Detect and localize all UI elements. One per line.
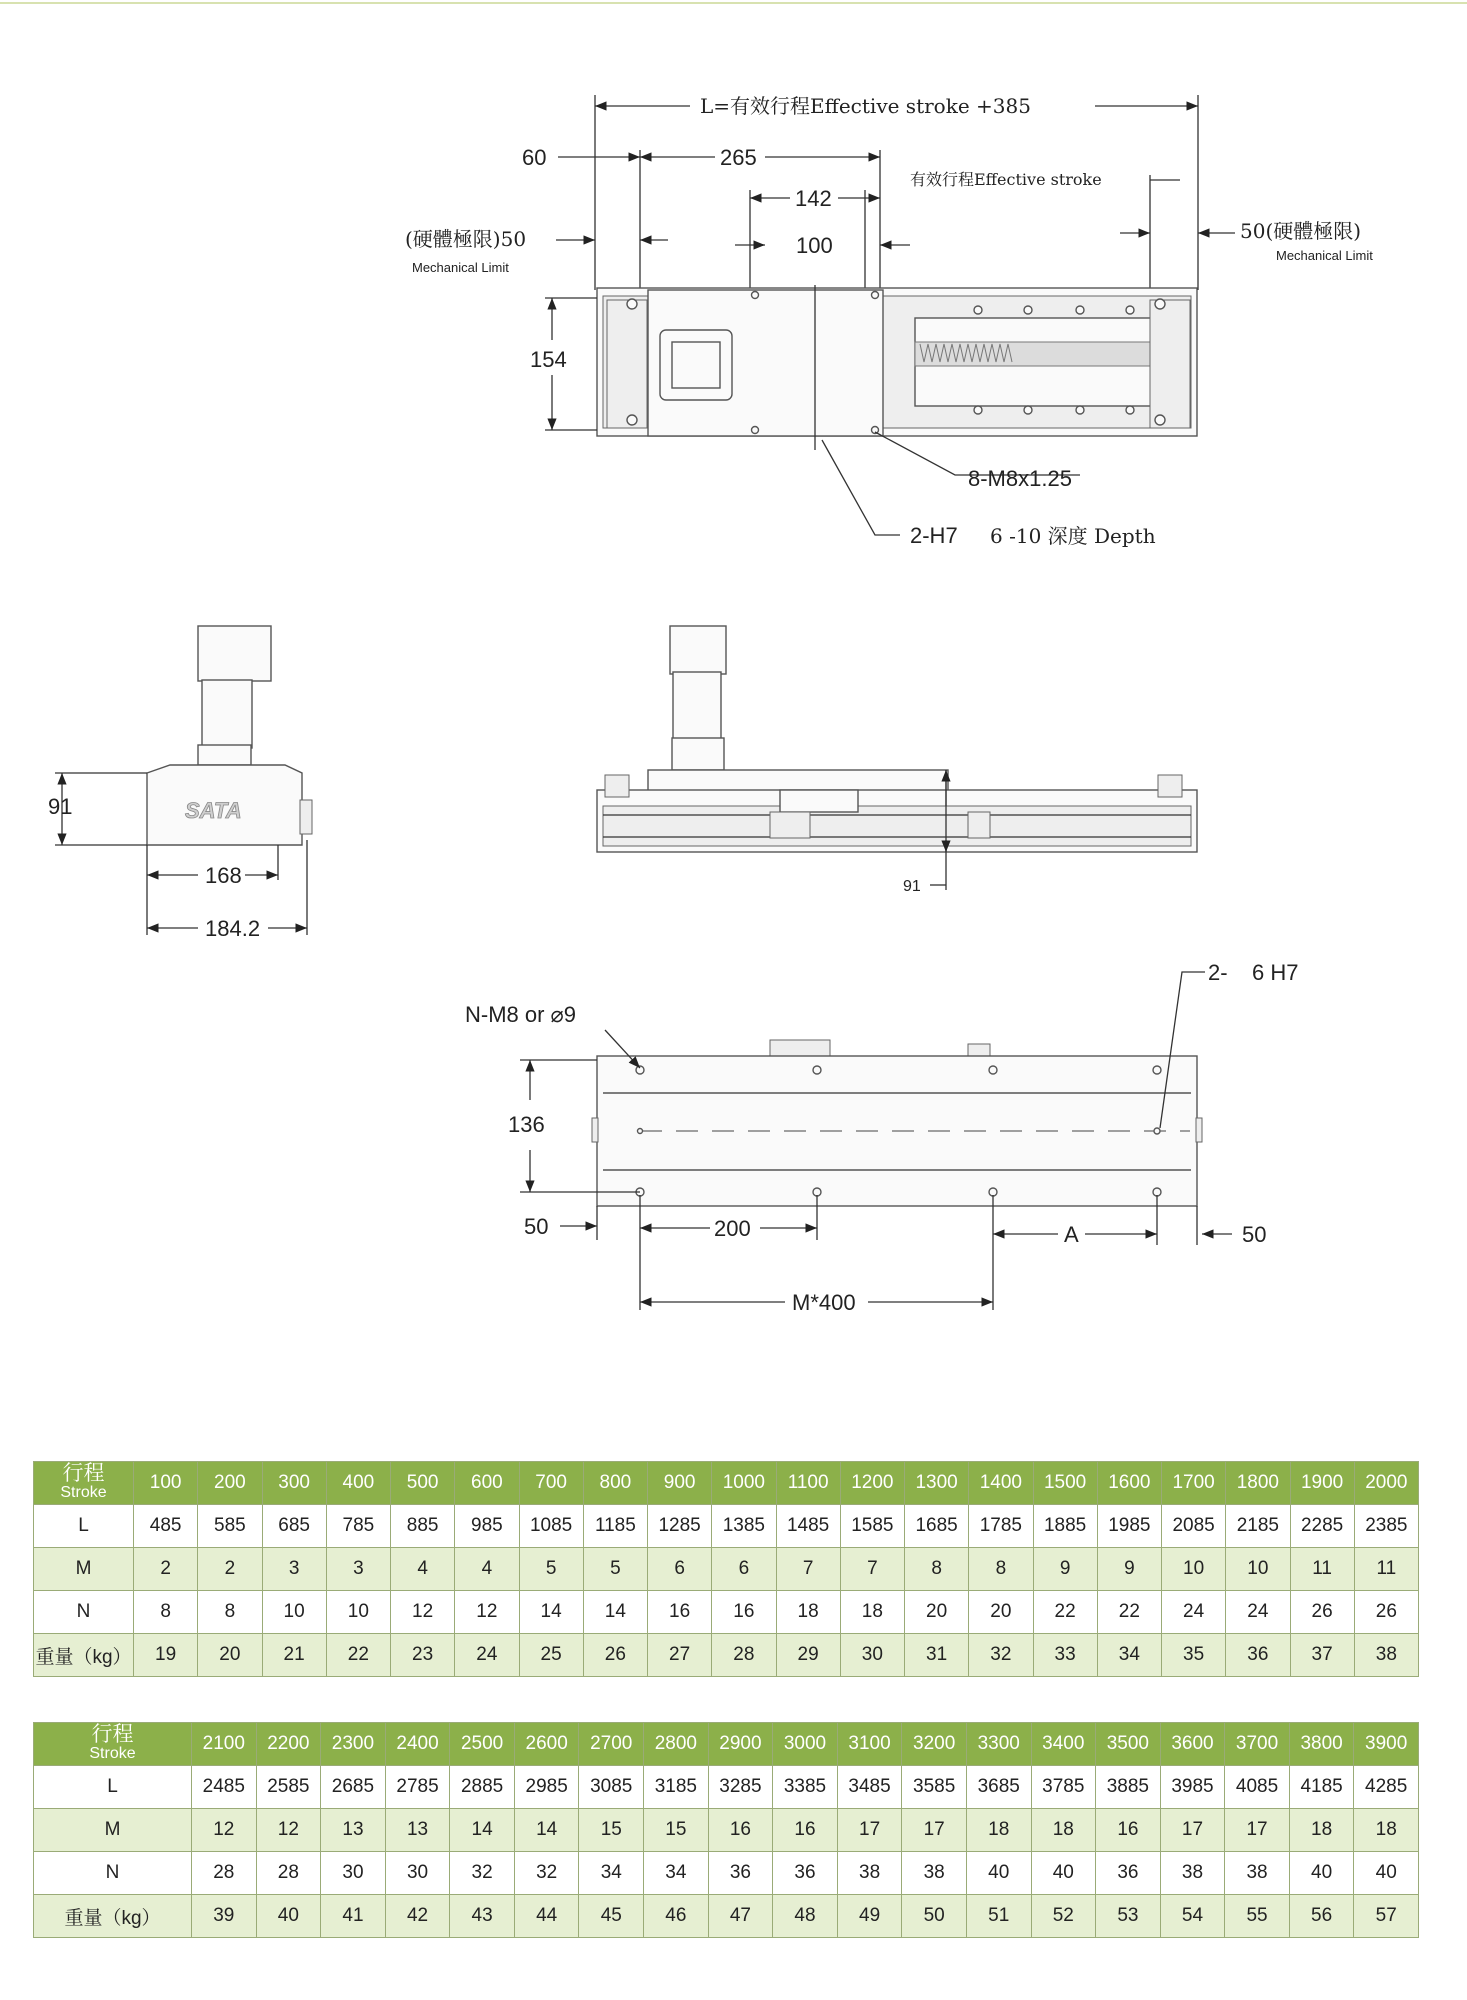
dim-136: 136 xyxy=(508,1112,545,1137)
stroke-value: 900 xyxy=(648,1462,712,1505)
table-cell: 19 xyxy=(134,1634,198,1677)
stroke-value: 1400 xyxy=(969,1462,1033,1505)
table-header-row xyxy=(34,1462,1419,1505)
table-cell: 3 xyxy=(262,1548,326,1591)
row-label: M xyxy=(34,1548,134,1591)
stroke-value: 1300 xyxy=(905,1462,969,1505)
mount-holes-label: N-M8 or ⌀9 xyxy=(465,1002,577,1027)
side-dim-91: 91 xyxy=(903,878,921,895)
table-cell: 18 xyxy=(966,1809,1031,1852)
spec-table-1 xyxy=(33,1461,1419,1677)
table-cell: 36 xyxy=(773,1852,838,1895)
table-cell: 26 xyxy=(1354,1591,1418,1634)
table-cell: 3785 xyxy=(1031,1766,1096,1809)
table-cell: 30 xyxy=(385,1852,450,1895)
table-cell: 32 xyxy=(969,1634,1033,1677)
dim-100: 100 xyxy=(796,233,833,258)
table-cell: 11 xyxy=(1354,1548,1418,1591)
table-cell: 5 xyxy=(583,1548,647,1591)
table-cell: 35 xyxy=(1162,1634,1226,1677)
table-row xyxy=(34,1548,1419,1591)
table-cell: 50 xyxy=(902,1895,967,1938)
table-cell: 2 xyxy=(198,1548,262,1591)
stroke-value: 1200 xyxy=(840,1462,904,1505)
pin-holes-depth: 6 -10 深度 Depth xyxy=(990,524,1156,548)
dim-a: A xyxy=(1064,1222,1079,1247)
dim-60: 60 xyxy=(522,145,547,170)
table-cell: 34 xyxy=(644,1852,709,1895)
stroke-value: 2500 xyxy=(450,1723,515,1766)
table-cell: 18 xyxy=(1354,1809,1419,1852)
table-cell: 13 xyxy=(385,1809,450,1852)
stroke-value: 700 xyxy=(519,1462,583,1505)
table-cell: 23 xyxy=(391,1634,455,1677)
stroke-value: 3800 xyxy=(1289,1723,1354,1766)
table-cell: 25 xyxy=(519,1634,583,1677)
table-cell: 48 xyxy=(773,1895,838,1938)
stroke-label-en: Stroke xyxy=(89,1745,136,1762)
table-cell: 20 xyxy=(198,1634,262,1677)
table-cell: 45 xyxy=(579,1895,644,1938)
table-cell: 4 xyxy=(391,1548,455,1591)
stroke-value: 3000 xyxy=(773,1723,838,1766)
end-dim-184: 184.2 xyxy=(205,916,261,941)
table-cell: 36 xyxy=(1096,1852,1161,1895)
table-cell: 2385 xyxy=(1354,1505,1418,1548)
table-cell: 20 xyxy=(905,1591,969,1634)
table-cell: 8 xyxy=(905,1548,969,1591)
table-cell: 4285 xyxy=(1354,1766,1419,1809)
pin-holes-label: 2-H7 xyxy=(910,523,958,548)
table-row xyxy=(34,1591,1419,1634)
table-cell: 2885 xyxy=(450,1766,515,1809)
table-row xyxy=(34,1852,1419,1895)
table-cell: 51 xyxy=(966,1895,1031,1938)
stroke-value: 3500 xyxy=(1096,1723,1161,1766)
stroke-value: 1700 xyxy=(1162,1462,1226,1505)
table-cell: 15 xyxy=(644,1809,709,1852)
table-cell: 40 xyxy=(256,1895,321,1938)
table-cell: 40 xyxy=(966,1852,1031,1895)
table-cell: 31 xyxy=(905,1634,969,1677)
table-row xyxy=(34,1766,1419,1809)
stroke-value: 1500 xyxy=(1033,1462,1097,1505)
table-cell: 10 xyxy=(1226,1548,1290,1591)
table-cell: 17 xyxy=(1160,1809,1225,1852)
table-cell: 2485 xyxy=(192,1766,257,1809)
end-view xyxy=(48,626,312,941)
table-cell: 13 xyxy=(321,1809,386,1852)
bottom-view xyxy=(465,960,1298,1315)
thread-holes-label: 8-M8x1.25 xyxy=(968,466,1072,491)
table-cell: 485 xyxy=(134,1505,198,1548)
table-cell: 56 xyxy=(1289,1895,1354,1938)
dim-200: 200 xyxy=(714,1216,751,1241)
table-cell: 1385 xyxy=(712,1505,776,1548)
table-cell: 9 xyxy=(1097,1548,1161,1591)
row-label: 重量（kg） xyxy=(34,1634,134,1677)
table-cell: 585 xyxy=(198,1505,262,1548)
table-cell: 11 xyxy=(1290,1548,1354,1591)
table-cell: 1185 xyxy=(583,1505,647,1548)
table-cell: 18 xyxy=(840,1591,904,1634)
table-cell: 43 xyxy=(450,1895,515,1938)
table-cell: 30 xyxy=(321,1852,386,1895)
pin-holes-spec: 6 H7 xyxy=(1252,960,1299,985)
table-cell: 16 xyxy=(1096,1809,1161,1852)
table-row xyxy=(34,1505,1419,1548)
table-cell: 2085 xyxy=(1162,1505,1226,1548)
table-cell: 1485 xyxy=(776,1505,840,1548)
pin-holes-count: 2- xyxy=(1208,960,1228,985)
table-cell: 2685 xyxy=(321,1766,386,1809)
dim-50-left: 50 xyxy=(524,1214,549,1239)
table-cell: 12 xyxy=(391,1591,455,1634)
table-cell: 32 xyxy=(450,1852,515,1895)
table-cell: 10 xyxy=(1162,1548,1226,1591)
table-cell: 9 xyxy=(1033,1548,1097,1591)
table-header-row xyxy=(34,1723,1419,1766)
table-cell: 18 xyxy=(1289,1809,1354,1852)
table-cell: 52 xyxy=(1031,1895,1096,1938)
table-cell: 4185 xyxy=(1289,1766,1354,1809)
stroke-value: 3400 xyxy=(1031,1723,1096,1766)
table-cell: 785 xyxy=(326,1505,390,1548)
table-cell: 8 xyxy=(134,1591,198,1634)
table-cell: 28 xyxy=(192,1852,257,1895)
mech-limit-right-en: Mechanical Limit xyxy=(1276,248,1373,263)
stroke-value: 3300 xyxy=(966,1723,1031,1766)
mech-limit-left: (硬體極限)50 xyxy=(405,227,527,251)
side-view xyxy=(597,626,1197,895)
stroke-value: 2200 xyxy=(256,1723,321,1766)
table-cell: 3885 xyxy=(1096,1766,1161,1809)
table-cell: 3585 xyxy=(902,1766,967,1809)
table-cell: 53 xyxy=(1096,1895,1161,1938)
table-cell: 38 xyxy=(1160,1852,1225,1895)
brand-logo: SATA xyxy=(185,798,242,823)
row-label: N xyxy=(34,1591,134,1634)
table-cell: 16 xyxy=(712,1591,776,1634)
stroke-value: 2800 xyxy=(644,1723,709,1766)
table-cell: 41 xyxy=(321,1895,386,1938)
table-cell: 4085 xyxy=(1225,1766,1290,1809)
table-cell: 2785 xyxy=(385,1766,450,1809)
table-cell: 15 xyxy=(579,1809,644,1852)
end-dim-91: 91 xyxy=(48,794,73,819)
table-cell: 38 xyxy=(1225,1852,1290,1895)
stroke-value: 3900 xyxy=(1354,1723,1419,1766)
table-cell: 57 xyxy=(1354,1895,1419,1938)
stroke-value: 2600 xyxy=(514,1723,579,1766)
table-cell: 18 xyxy=(776,1591,840,1634)
row-label: L xyxy=(34,1766,192,1809)
total-length-label: L=有效行程Effective stroke +385 xyxy=(700,94,1031,118)
table-cell: 40 xyxy=(1031,1852,1096,1895)
table-cell: 54 xyxy=(1160,1895,1225,1938)
row-label: L xyxy=(34,1505,134,1548)
stroke-value: 1100 xyxy=(776,1462,840,1505)
stroke-value: 2300 xyxy=(321,1723,386,1766)
table-cell: 42 xyxy=(385,1895,450,1938)
effective-stroke-label: 有效行程Effective stroke xyxy=(910,170,1102,189)
table-cell: 8 xyxy=(198,1591,262,1634)
stroke-value: 2700 xyxy=(579,1723,644,1766)
table-cell: 3 xyxy=(326,1548,390,1591)
mech-limit-right: 50(硬體極限) xyxy=(1240,219,1362,243)
table-cell: 44 xyxy=(514,1895,579,1938)
table-cell: 6 xyxy=(712,1548,776,1591)
stroke-value: 2100 xyxy=(192,1723,257,1766)
table-cell: 2 xyxy=(134,1548,198,1591)
stroke-value: 1900 xyxy=(1290,1462,1354,1505)
table-cell: 40 xyxy=(1354,1852,1419,1895)
dim-265: 265 xyxy=(720,145,757,170)
stroke-header-label xyxy=(34,1462,134,1505)
stroke-value: 1000 xyxy=(712,1462,776,1505)
table-cell: 1785 xyxy=(969,1505,1033,1548)
table-cell: 49 xyxy=(837,1895,902,1938)
table-cell: 14 xyxy=(583,1591,647,1634)
row-label: N xyxy=(34,1852,192,1895)
table-cell: 37 xyxy=(1290,1634,1354,1677)
stroke-value: 400 xyxy=(326,1462,390,1505)
table-cell: 3085 xyxy=(579,1766,644,1809)
table-cell: 34 xyxy=(579,1852,644,1895)
table-cell: 16 xyxy=(648,1591,712,1634)
table-cell: 2985 xyxy=(514,1766,579,1809)
table-cell: 2285 xyxy=(1290,1505,1354,1548)
table-cell: 26 xyxy=(583,1634,647,1677)
stroke-value: 3200 xyxy=(902,1723,967,1766)
table-cell: 22 xyxy=(326,1634,390,1677)
table-cell: 3985 xyxy=(1160,1766,1225,1809)
stroke-value: 1600 xyxy=(1097,1462,1161,1505)
dim-m400: M*400 xyxy=(792,1290,856,1315)
top-view xyxy=(405,94,1373,548)
table-cell: 36 xyxy=(708,1852,773,1895)
stroke-value: 800 xyxy=(583,1462,647,1505)
table-cell: 6 xyxy=(648,1548,712,1591)
stroke-header-label xyxy=(34,1723,192,1766)
table-cell: 3185 xyxy=(644,1766,709,1809)
table-cell: 2585 xyxy=(256,1766,321,1809)
table-cell: 38 xyxy=(837,1852,902,1895)
table-cell: 38 xyxy=(902,1852,967,1895)
table-cell: 40 xyxy=(1289,1852,1354,1895)
table-cell: 39 xyxy=(192,1895,257,1938)
table-cell: 3285 xyxy=(708,1766,773,1809)
table-cell: 55 xyxy=(1225,1895,1290,1938)
stroke-value: 200 xyxy=(198,1462,262,1505)
table-cell: 20 xyxy=(969,1591,1033,1634)
table-cell: 12 xyxy=(455,1591,519,1634)
table-cell: 30 xyxy=(840,1634,904,1677)
stroke-value: 2400 xyxy=(385,1723,450,1766)
stroke-label-en: Stroke xyxy=(60,1484,107,1501)
table-cell: 985 xyxy=(455,1505,519,1548)
stroke-value: 3100 xyxy=(837,1723,902,1766)
table-row xyxy=(34,1895,1419,1938)
table-cell: 1985 xyxy=(1097,1505,1161,1548)
end-dim-168: 168 xyxy=(205,863,242,888)
table-cell: 685 xyxy=(262,1505,326,1548)
stroke-value: 600 xyxy=(455,1462,519,1505)
table-cell: 14 xyxy=(519,1591,583,1634)
table-cell: 8 xyxy=(969,1548,1033,1591)
spec-table-2 xyxy=(33,1722,1419,1938)
table-cell: 7 xyxy=(776,1548,840,1591)
table-cell: 36 xyxy=(1226,1634,1290,1677)
table-cell: 24 xyxy=(1226,1591,1290,1634)
table-cell: 10 xyxy=(262,1591,326,1634)
stroke-value: 2900 xyxy=(708,1723,773,1766)
table-cell: 3485 xyxy=(837,1766,902,1809)
row-label: 重量（kg） xyxy=(34,1895,192,1938)
stroke-value: 3600 xyxy=(1160,1723,1225,1766)
table-row xyxy=(34,1634,1419,1677)
table-cell: 3685 xyxy=(966,1766,1031,1809)
table-cell: 32 xyxy=(514,1852,579,1895)
table-cell: 14 xyxy=(514,1809,579,1852)
table-cell: 16 xyxy=(773,1809,838,1852)
table-cell: 46 xyxy=(644,1895,709,1938)
table-cell: 24 xyxy=(1162,1591,1226,1634)
table-cell: 2185 xyxy=(1226,1505,1290,1548)
table-cell: 14 xyxy=(450,1809,515,1852)
table-row xyxy=(34,1809,1419,1852)
stroke-value: 300 xyxy=(262,1462,326,1505)
table-cell: 1085 xyxy=(519,1505,583,1548)
stroke-value: 500 xyxy=(391,1462,455,1505)
table-cell: 5 xyxy=(519,1548,583,1591)
dim-142: 142 xyxy=(795,186,832,211)
stroke-value: 100 xyxy=(134,1462,198,1505)
stroke-label-zh: 行程 xyxy=(62,1462,105,1485)
table-cell: 1285 xyxy=(648,1505,712,1548)
table-cell: 10 xyxy=(326,1591,390,1634)
table-cell: 17 xyxy=(1225,1809,1290,1852)
table-cell: 22 xyxy=(1033,1591,1097,1634)
dim-50-right: 50 xyxy=(1242,1222,1267,1247)
table-cell: 12 xyxy=(256,1809,321,1852)
table-cell: 18 xyxy=(1031,1809,1096,1852)
table-cell: 26 xyxy=(1290,1591,1354,1634)
stroke-value: 2000 xyxy=(1354,1462,1418,1505)
table-cell: 38 xyxy=(1354,1634,1418,1677)
table-cell: 7 xyxy=(840,1548,904,1591)
table-cell: 4 xyxy=(455,1548,519,1591)
stroke-value: 1800 xyxy=(1226,1462,1290,1505)
mech-limit-left-en: Mechanical Limit xyxy=(412,260,509,275)
table-cell: 1885 xyxy=(1033,1505,1097,1548)
table-cell: 33 xyxy=(1033,1634,1097,1677)
table-cell: 28 xyxy=(712,1634,776,1677)
table-cell: 1685 xyxy=(905,1505,969,1548)
table-cell: 22 xyxy=(1097,1591,1161,1634)
table-cell: 17 xyxy=(837,1809,902,1852)
table-cell: 16 xyxy=(708,1809,773,1852)
table-cell: 12 xyxy=(192,1809,257,1852)
table-cell: 24 xyxy=(455,1634,519,1677)
stroke-value: 3700 xyxy=(1225,1723,1290,1766)
table-cell: 885 xyxy=(391,1505,455,1548)
row-label: M xyxy=(34,1809,192,1852)
table-cell: 34 xyxy=(1097,1634,1161,1677)
dim-154: 154 xyxy=(530,347,567,372)
table-cell: 47 xyxy=(708,1895,773,1938)
table-cell: 3385 xyxy=(773,1766,838,1809)
table-cell: 21 xyxy=(262,1634,326,1677)
table-cell: 27 xyxy=(648,1634,712,1677)
table-cell: 29 xyxy=(776,1634,840,1677)
table-cell: 28 xyxy=(256,1852,321,1895)
table-cell: 1585 xyxy=(840,1505,904,1548)
table-cell: 17 xyxy=(902,1809,967,1852)
stroke-label-zh: 行程 xyxy=(91,1723,134,1746)
